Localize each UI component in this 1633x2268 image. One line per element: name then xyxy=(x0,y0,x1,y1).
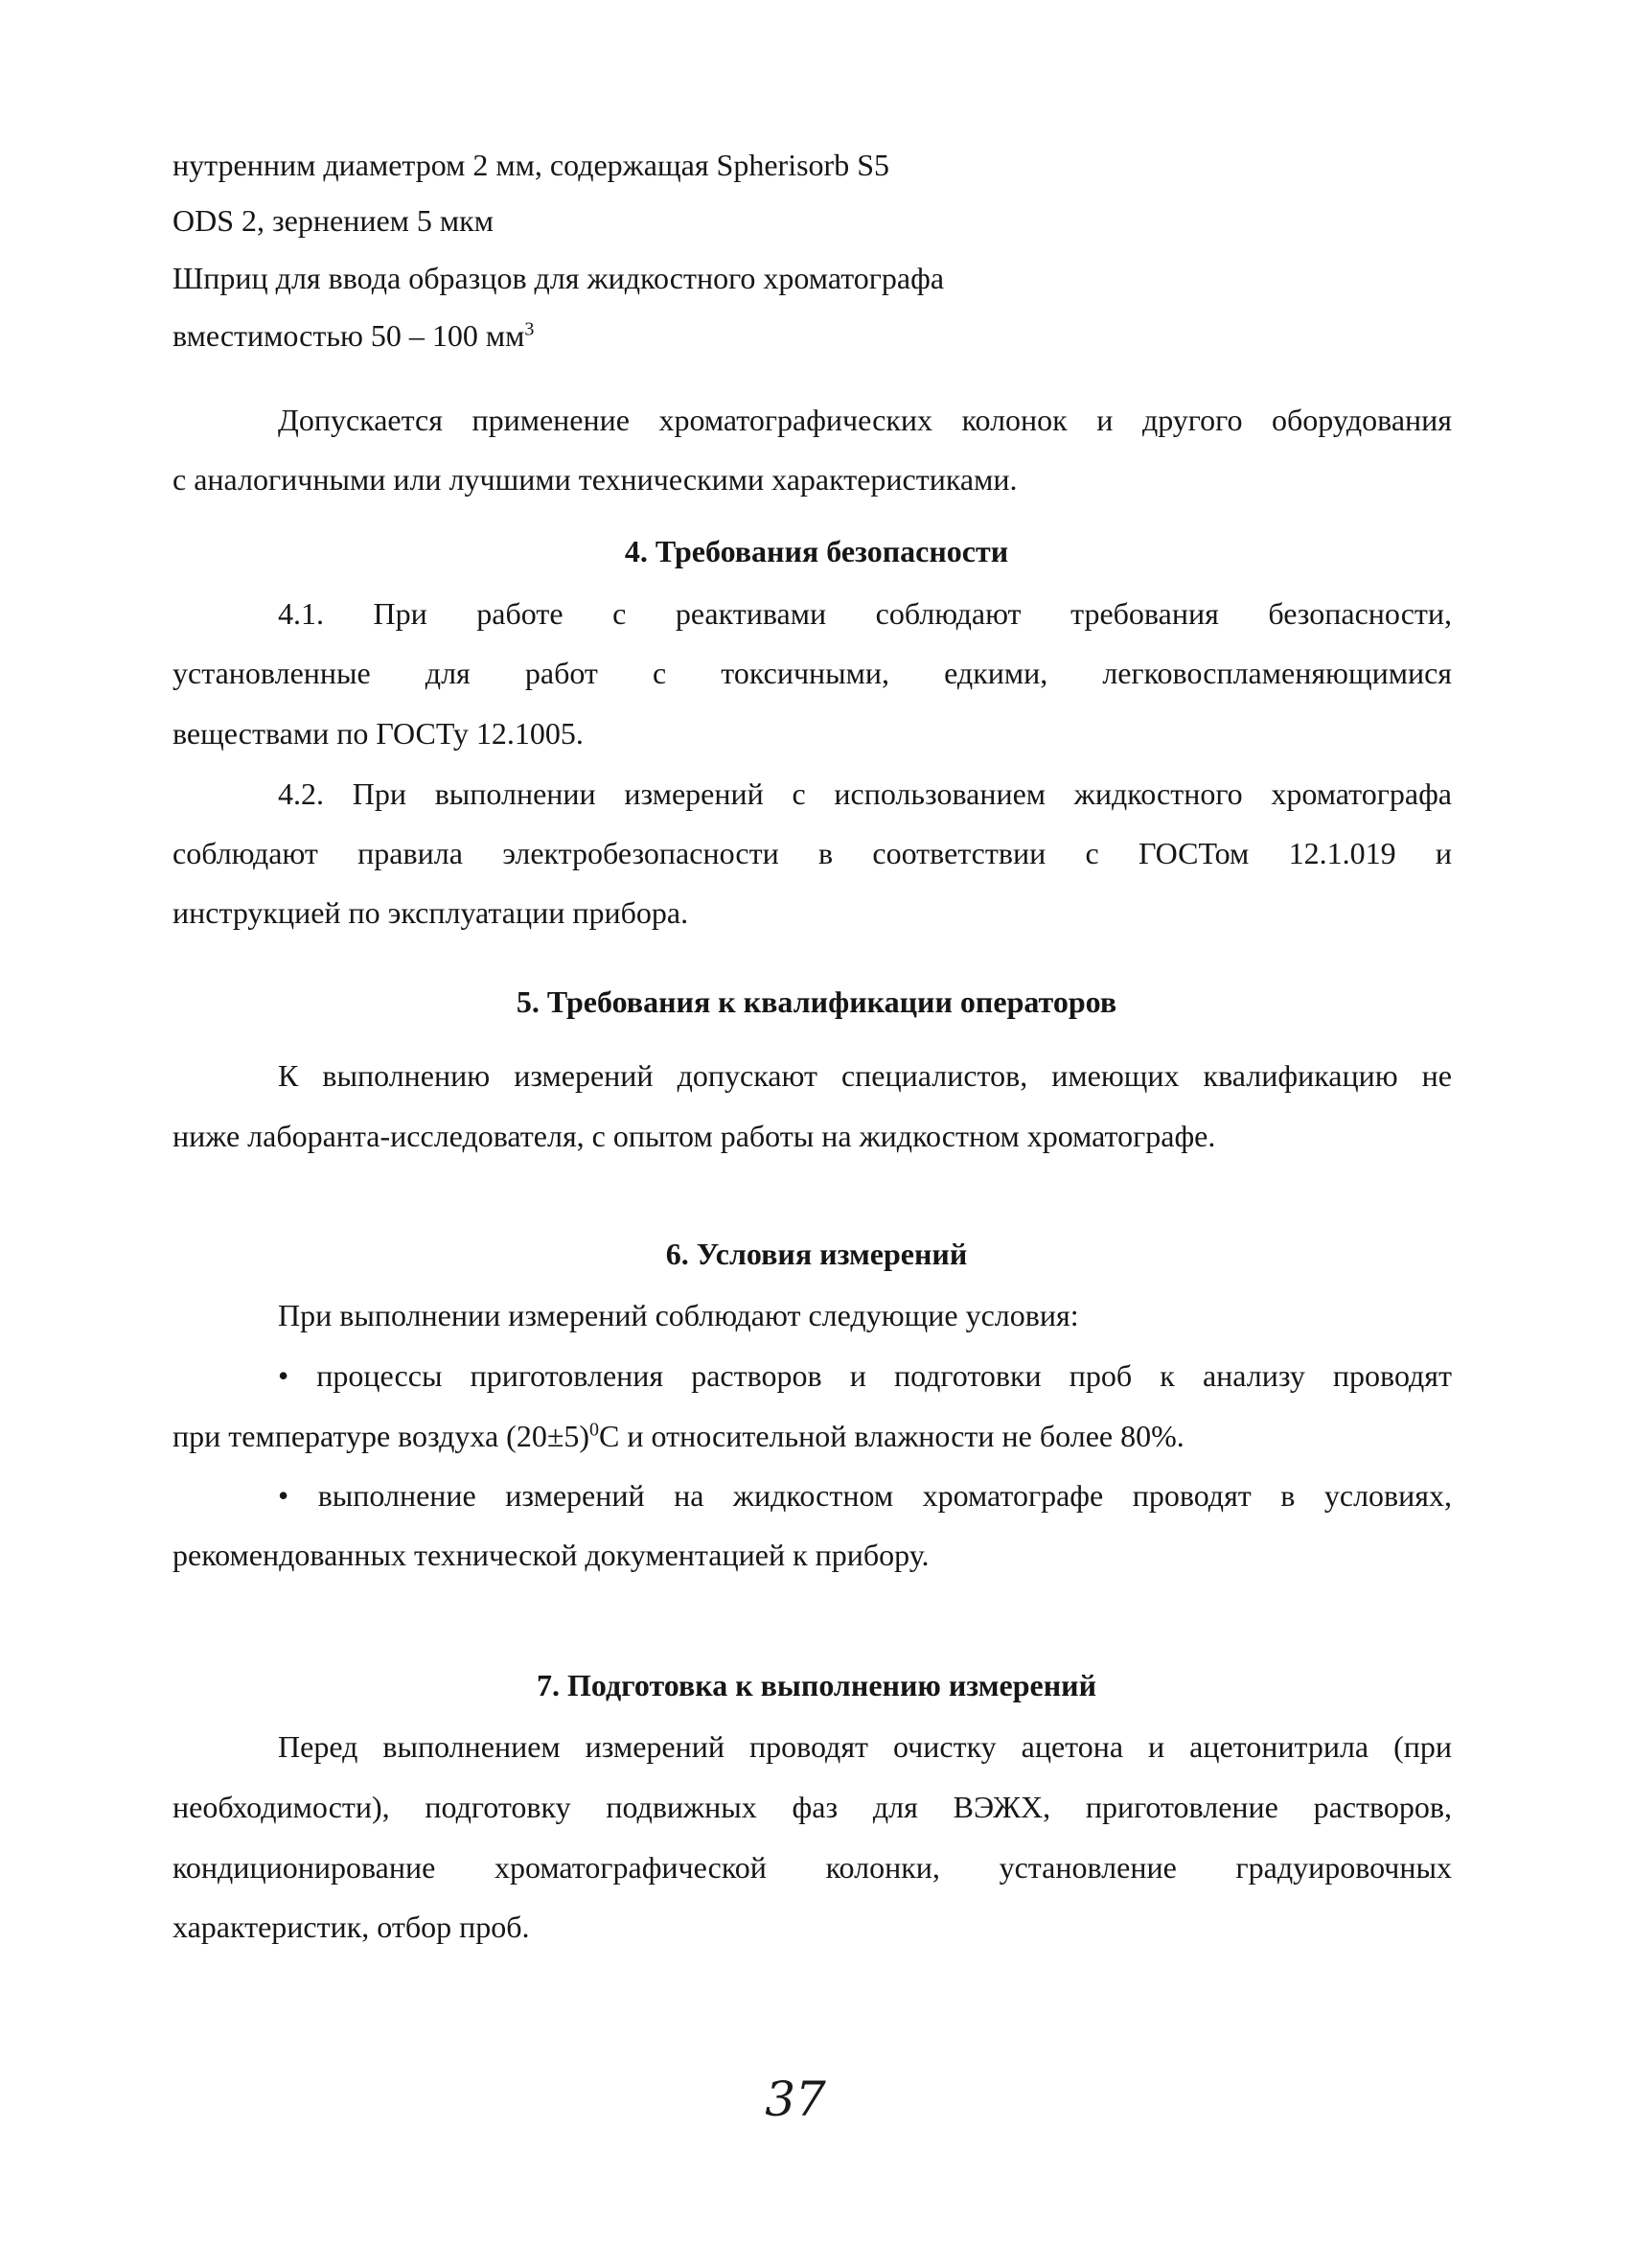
allowance-line-1: Допускается применение хроматографических колонок и другого оборудования xyxy=(278,403,1452,437)
section-4-heading: 4. Требования безопасности xyxy=(624,534,1009,568)
section-5-line-1: К выполнению измерений допускают специалистов, имеющих квалификацию не xyxy=(278,1058,1452,1093)
section-7-line-4: характеристик, отбор проб. xyxy=(172,1909,530,1944)
section-7-line-3: кондиционирование хроматографической колонки, установление градуировочных xyxy=(172,1850,1452,1885)
equipment-column-line-1: нутренним диаметром 2 мм, содержащая Spherisorb S5 xyxy=(172,148,889,182)
degree-superscript: 0 xyxy=(589,1419,600,1441)
humidity-text: С и относительной влажности не более 80%. xyxy=(599,1419,1184,1453)
section-4-p1-line-2: установленные для работ с токсичными, едкими, легковоспламеняющимися xyxy=(172,656,1452,690)
syringe-volume-text: вместимостью 50 – 100 мм xyxy=(172,318,525,353)
section-6-heading: 6. Условия измерений xyxy=(665,1237,968,1271)
section-6-bullet-2-line-1: • выполнение измерений на жидкостном хроматографе проводят в условиях, xyxy=(278,1478,1452,1513)
section-4-p2-line-3: инструкцией по эксплуатации прибора. xyxy=(172,895,689,930)
section-7-line-2: необходимости), подготовку подвижных фаз для ВЭЖХ, приготовление растворов, xyxy=(172,1790,1452,1824)
section-5-heading: 5. Требования к квалификации операторов xyxy=(516,984,1117,1019)
section-6-bullet-1-line-2 xyxy=(172,1417,1184,1455)
section-7-line-1: Перед выполнением измерений проводят очистку ацетона и ацетонитрила (при xyxy=(278,1729,1452,1764)
equipment-syringe-line-2 xyxy=(172,316,534,355)
section-6-bullet-2-line-2: рекомендованных технической документацией к прибору. xyxy=(172,1538,930,1572)
section-4-p2-line-2: соблюдают правила электробезопасности в соответствии с ГОСТом 12.1.019 и xyxy=(172,836,1452,870)
section-4-p1-line-3: веществами по ГОСТу 12.1005. xyxy=(172,716,584,751)
section-5-line-2: ниже лаборанта-исследователя, с опытом работы на жидкостном хроматографе. xyxy=(172,1119,1216,1153)
allowance-line-2: с аналогичными или лучшими техническими характеристиками. xyxy=(172,462,1018,497)
section-4-p2-line-1: 4.2. При выполнении измерений с использованием жидкостного хроматографа xyxy=(278,776,1452,811)
section-7-heading: 7. Подготовка к выполнению измерений xyxy=(537,1668,1096,1702)
equipment-column-line-2: ODS 2, зернением 5 мкм xyxy=(172,203,494,238)
section-6-intro: При выполнении измерений соблюдают следующие условия: xyxy=(278,1298,1079,1332)
equipment-syringe-line-1: Шприц для ввода образцов для жидкостного хроматографа xyxy=(172,261,945,295)
temperature-text: при температуре воздуха (20±5) xyxy=(172,1419,590,1453)
syringe-volume-superscript: 3 xyxy=(524,318,535,340)
section-6-bullet-1-line-1: • процессы приготовления растворов и подготовки проб к анализу проводят xyxy=(278,1358,1452,1393)
page-number: 37 xyxy=(765,2071,826,2127)
section-4-p1-line-1: 4.1. При работе с реактивами соблюдают требования безопасности, xyxy=(278,596,1452,631)
